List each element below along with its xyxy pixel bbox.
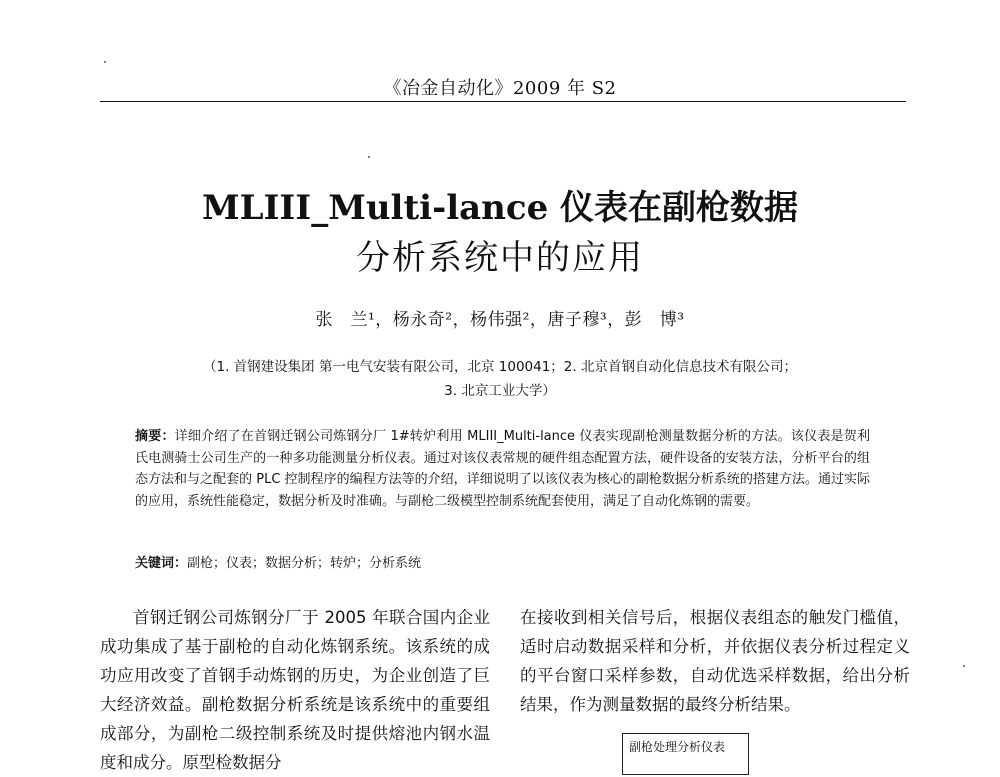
body-column-left: [100, 603, 490, 777]
body-paragraph: 在接收到相关信号后，根据仪表组态的触发门槛值，适时启动数据采样和分析，并依据仪表分析过程定义的平台窗口采样参数，自动优选采样数据，给出分析结果，作为测量数据的最终分析结果。: [520, 608, 910, 714]
keywords: [135, 552, 870, 571]
abstract: [135, 426, 870, 512]
author-list: 张 兰¹，杨永奇²，杨伟强²，唐子穆³，彭 博³: [315, 310, 685, 330]
paper-title-line-2: 分析系统中的应用: [356, 238, 644, 278]
header-rule: [100, 101, 906, 102]
scan-speck: [104, 61, 106, 63]
abstract-text: 详细介绍了在首钢迁钢公司炼钢分厂 1#转炉利用 MLIII_Multi-lance 仪表实现副枪测量数据分析的方法。该仪表是贺利氏电测骑士公司生产的一种多功能测量分析仪表。通过对该仪表常规的硬件组态配置方法，硬件设备的安装方法，分析平台的组态方法和与之配套的 PLC 控制程序的编程方法等的介绍，详细说明了以该仪表为核心的副枪数据分析系统的搭建方法。通过实际的应用，系统性能稳定，数据分析及时准确。与副枪二级模型控制系统配套使用，满足了自动化炼钢的需要。: [135, 429, 870, 509]
abstract-label: 摘要：: [135, 429, 175, 444]
keywords-label: 关键词：: [135, 556, 188, 571]
affiliation-line-2: 3. 北京工业大学）: [444, 383, 556, 399]
figure-box-label: 副枪处理分析仪表: [629, 740, 726, 754]
scan-speck: [368, 156, 370, 158]
figure-diagram-box: [622, 733, 749, 775]
journal-header: 《冶金自动化》2009 年 S2: [383, 78, 617, 99]
affiliation-line-1: （1. 首钢建设集团 第一电气安装有限公司，北京 100041；2. 北京首钢自动化信息技术有限公司；: [203, 359, 797, 375]
keywords-text: 副枪；仪表；数据分析；转炉；分析系统: [187, 556, 422, 571]
paper-title-line-1: MLIII_Multi-lance 仪表在副枪数据: [201, 188, 799, 228]
body-paragraph: 首钢迁钢公司炼钢分厂于 2005 年联合国内企业成功集成了基于副枪的自动化炼钢系统。该系统的成功应用改变了首钢手动炼钢的历史，为企业创造了巨大经济效益。副枪数据分析系统是该系统中的重要组成部分，为副枪二级控制系统及时提供熔池内钢水温度和成分。原型检数据分: [100, 608, 490, 772]
body-column-right: [520, 603, 910, 719]
scan-speck: [963, 665, 965, 667]
